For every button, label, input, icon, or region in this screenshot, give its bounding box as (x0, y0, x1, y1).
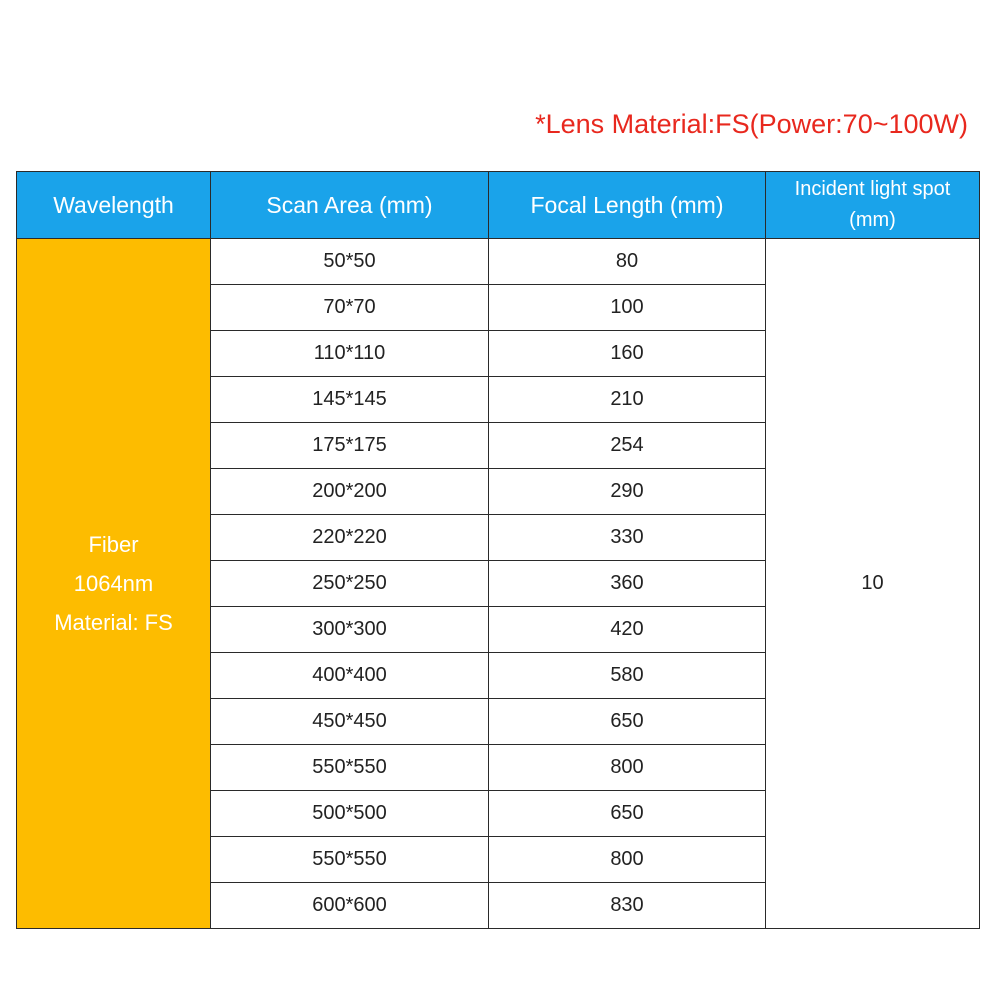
lens-spec-table (16, 171, 980, 929)
scan-area-cell: 50*50 (211, 239, 489, 285)
focal-length-cell: 254 (489, 423, 766, 469)
focal-length-cell: 330 (489, 515, 766, 561)
scan-area-cell: 70*70 (211, 285, 489, 331)
focal-length-cell: 360 (489, 561, 766, 607)
header-wavelength: Wavelength (17, 172, 211, 239)
header-incident-line2: (mm) (849, 209, 896, 231)
scan-area-cell: 220*220 (211, 515, 489, 561)
scan-area-cell: 600*600 (211, 883, 489, 929)
scan-area-cell: 500*500 (211, 791, 489, 837)
scan-area-cell: 175*175 (211, 423, 489, 469)
lens-material-note: *Lens Material:FS(Power:70~100W) (535, 109, 968, 139)
focal-length-cell: 650 (489, 791, 766, 837)
focal-length-cell: 830 (489, 883, 766, 929)
scan-area-cell: 450*450 (211, 699, 489, 745)
focal-length-cell: 650 (489, 699, 766, 745)
wavelength-line3: Material: FS (54, 610, 173, 635)
scan-area-cell: 110*110 (211, 331, 489, 377)
header-scan-area: Scan Area (mm) (211, 172, 489, 239)
focal-length-cell: 80 (489, 239, 766, 285)
table-header-row (17, 172, 980, 239)
focal-length-cell: 800 (489, 745, 766, 791)
focal-length-cell: 160 (489, 331, 766, 377)
focal-length-cell: 290 (489, 469, 766, 515)
focal-length-cell: 580 (489, 653, 766, 699)
focal-length-cell: 800 (489, 837, 766, 883)
table-row (17, 239, 980, 285)
scan-area-cell: 300*300 (211, 607, 489, 653)
scan-area-cell: 250*250 (211, 561, 489, 607)
header-focal-length: Focal Length (mm) (489, 172, 766, 239)
scan-area-cell: 550*550 (211, 837, 489, 883)
header-incident-light-spot (766, 172, 980, 239)
wavelength-cell (17, 239, 211, 929)
scan-area-cell: 200*200 (211, 469, 489, 515)
focal-length-cell: 100 (489, 285, 766, 331)
wavelength-line2: 1064nm (73, 571, 154, 596)
focal-length-cell: 210 (489, 377, 766, 423)
wavelength-line1: Fiber (88, 532, 139, 557)
header-incident-line1: Incident light spot (794, 178, 951, 200)
scan-area-cell: 550*550 (211, 745, 489, 791)
incident-spot-cell: 10 (766, 239, 980, 929)
scan-area-cell: 145*145 (211, 377, 489, 423)
scan-area-cell: 400*400 (211, 653, 489, 699)
focal-length-cell: 420 (489, 607, 766, 653)
table-body (17, 239, 980, 929)
